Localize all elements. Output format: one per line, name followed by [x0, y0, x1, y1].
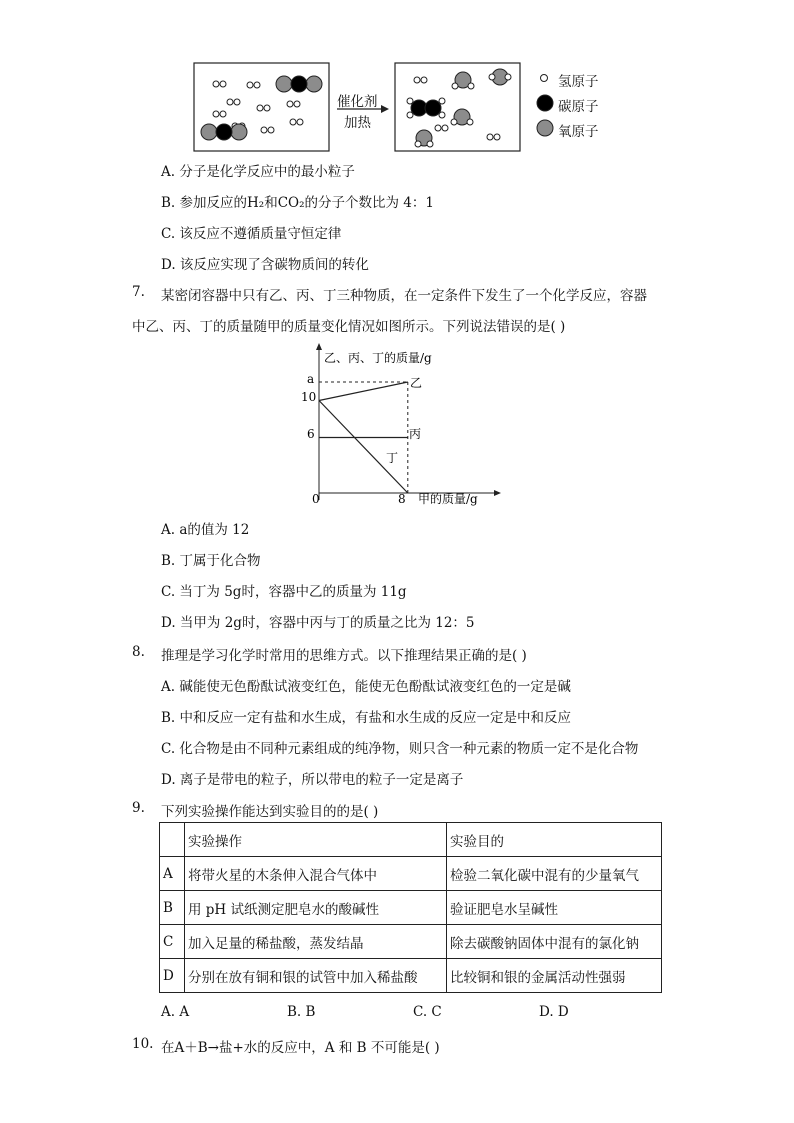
table-row: [160, 891, 662, 925]
table-cell: 验证肥皂水呈碱性: [447, 891, 662, 925]
arrow-label-catalyst: 催化剂: [337, 94, 378, 110]
table-cell: 用 pH 试纸测定肥皂水的酸碱性: [185, 891, 447, 925]
q7-option-d: D. 当甲为 2g时，容器中丙与丁的质量之比为 12：5: [161, 615, 475, 631]
q7-option-b: B. 丁属于化合物: [161, 553, 261, 569]
q9-answer-d: D. D: [539, 1004, 569, 1020]
table-cell: 比较铜和银的金属活动性强弱: [447, 959, 662, 993]
table-cell: B: [160, 891, 185, 925]
q9-answer-c: C. C: [413, 1004, 442, 1020]
q8-number: 8.: [132, 644, 145, 660]
q6-option-d: D. 该反应实现了含碳物质间的转化: [161, 257, 369, 273]
q9-number: 9.: [132, 800, 145, 816]
co2-molecule-2: [201, 124, 247, 140]
product-molecules: [407, 69, 511, 147]
arrow-label-heat: 加热: [344, 115, 371, 131]
y-tick-6: 6: [307, 427, 315, 441]
y-tick-10: 10: [301, 390, 317, 404]
legend-carbon: 碳原子: [558, 99, 599, 115]
y-tick-a: a: [307, 372, 315, 386]
header-cell: [160, 823, 185, 857]
legend-hydrogen-marker: [541, 75, 548, 82]
series-label-yi: 乙: [410, 376, 423, 390]
table-cell: 加入足量的稀盐酸，蒸发结晶: [185, 925, 447, 959]
table-cell: 分别在放有铜和银的试管中加入稀盐酸: [185, 959, 447, 993]
q7-option-a: A. a的值为 12: [161, 522, 250, 538]
table-header: [160, 823, 662, 857]
table-row: [160, 925, 662, 959]
table-cell: C: [160, 925, 185, 959]
x-tick-8: 8: [398, 492, 406, 506]
q7-number: 7.: [132, 284, 145, 300]
table-row: [160, 857, 662, 891]
series-line-ding: [319, 401, 408, 494]
co2-molecule-1: [276, 76, 322, 92]
header-cell: 实验操作: [185, 823, 447, 857]
q6-option-b: B. 参加反应的H₂和CO₂的分子个数比为 4：1: [161, 195, 434, 211]
q6-option-a: A. 分子是化学反应中的最小粒子: [161, 164, 355, 180]
q7-stem-line2: 中乙、丙、丁的质量随甲的质量变化情况如图所示。下列说法错误的是( ): [132, 319, 566, 335]
y-axis-arrow: [316, 343, 322, 350]
x-axis-arrow: [494, 490, 501, 496]
q8-stem: 推理是学习化学时常用的思维方式。以下推理结果正确的是( ): [161, 648, 527, 664]
header-cell: 实验目的: [447, 823, 662, 857]
q10-stem: 在A＋B→盐+水的反应中，A 和 B 不可能是( ): [161, 1040, 440, 1056]
x-axis-label: 甲的质量/g: [418, 492, 478, 506]
legend-oxygen: 氧原子: [558, 124, 599, 140]
legend-carbon-marker: [537, 95, 553, 111]
legend-oxygen-marker: [537, 120, 553, 136]
q7-option-c: C. 当丁为 5g时，容器中乙的质量为 11g: [161, 584, 407, 600]
q9-stem: 下列实验操作能达到实验目的的是( ): [161, 804, 379, 820]
q10-number: 10.: [132, 1036, 154, 1052]
q8-option-b: B. 中和反应一定有盐和水生成，有盐和水生成的反应一定是中和反应: [161, 710, 572, 726]
arrow-head: [381, 105, 389, 113]
table-cell: 检验二氧化碳中混有的少量氧气: [447, 857, 662, 891]
reaction-diagram: [190, 60, 610, 155]
q6-option-c: C. 该反应不遵循质量守恒定律: [161, 226, 342, 242]
q9-answer-a: A. A: [161, 1004, 190, 1020]
q7-chart: [290, 340, 510, 510]
q8-option-c: C. 化合物是由不同种元素组成的纯净物，则只含一种元素的物质一定不是化合物: [161, 741, 639, 757]
table-cell: D: [160, 959, 185, 993]
table-row: [160, 959, 662, 993]
q8-option-a: A. 碱能使无色酚酞试液变红色，能使无色酚酞试液变红色的一定是碱: [161, 679, 571, 695]
y-axis-label: 乙、丙、丁的质量/g: [324, 351, 432, 365]
legend-hydrogen: 氢原子: [558, 74, 599, 90]
q8-option-d: D. 离子是带电的粒子，所以带电的粒子一定是离子: [161, 772, 464, 788]
table-cell: 除去碳酸钠固体中混有的氯化钠: [447, 925, 662, 959]
q9-table: [159, 822, 662, 993]
series-line-yi: [319, 382, 408, 401]
q9-answer-b: B. B: [287, 1004, 316, 1020]
table-cell: 将带火星的木条伸入混合气体中: [185, 857, 447, 891]
series-label-ding: 丁: [386, 451, 399, 465]
x-tick-0: 0: [312, 492, 320, 506]
table-cell: A: [160, 857, 185, 891]
series-label-bing: 丙: [409, 427, 422, 441]
q7-stem-line1: 某密闭容器中只有乙、丙、丁三种物质，在一定条件下发生了一个化学反应，容器: [161, 288, 647, 304]
